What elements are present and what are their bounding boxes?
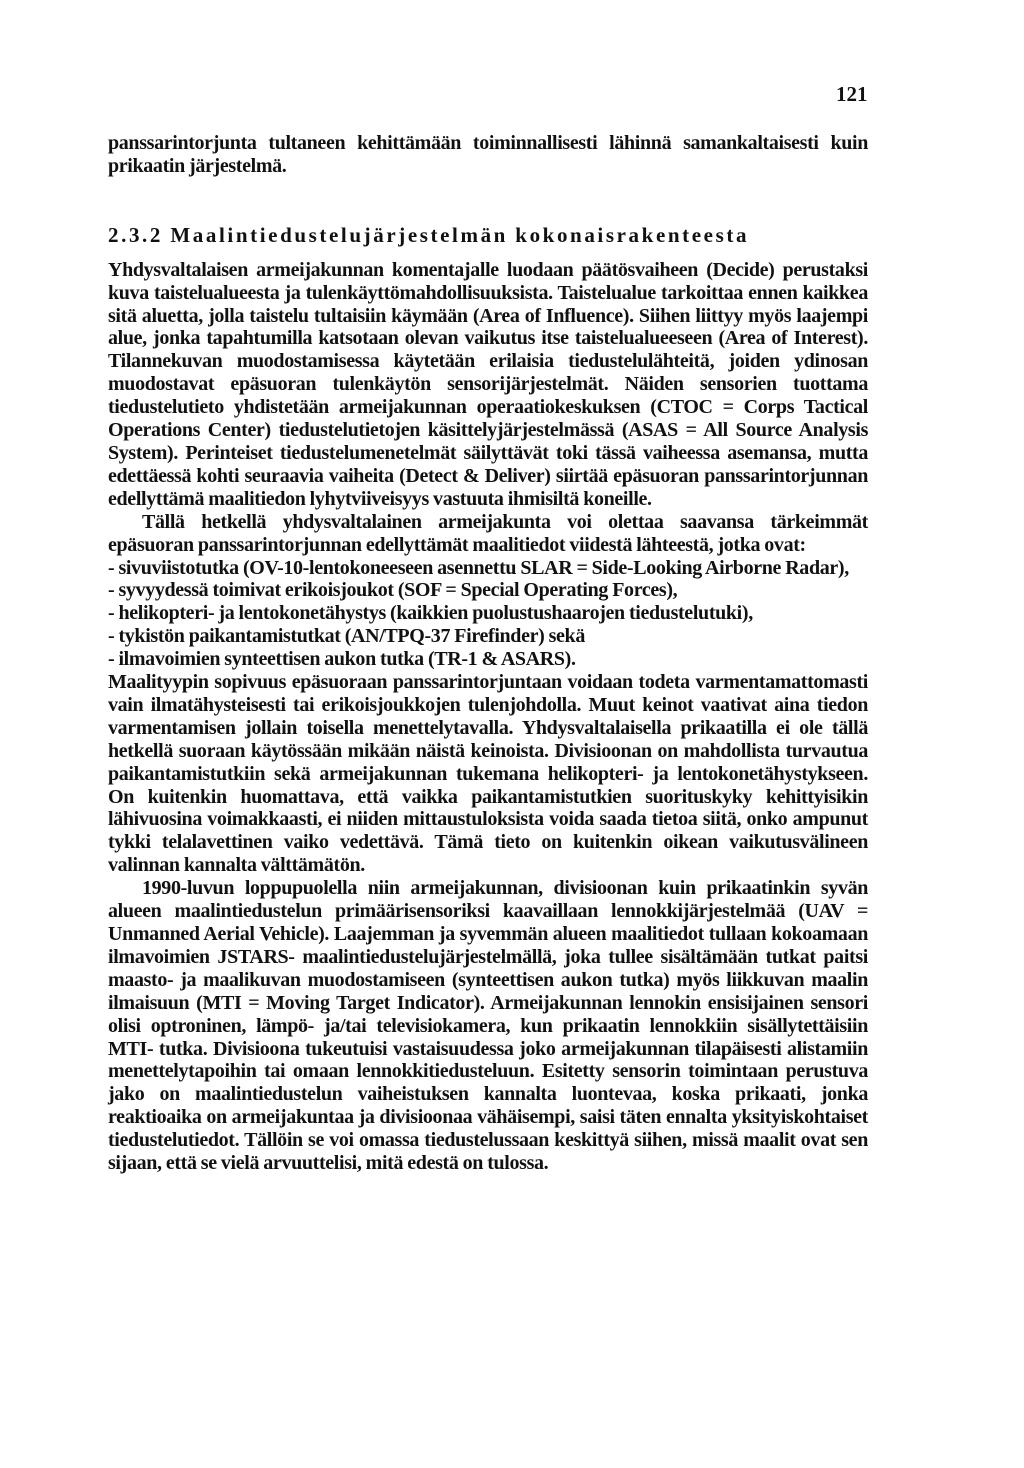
page-content bbox=[108, 132, 868, 1175]
list-item: - ilmavoimien synteettisen aukon tutka (TR-1 & ASARS). bbox=[108, 648, 576, 671]
list-item: - sivuviistotutka (OV-10-lentokoneeseen asennettu SLAR = Side-Looking Airborne Radar), bbox=[108, 556, 849, 579]
list-item: - syvyydessä toimivat erikoisjoukot (SOF = Special Operating Forces), bbox=[108, 579, 678, 602]
paragraph-maalityypin: Maalityypin sopivuus epäsuoraan panssarintorjuntaan voidaan todeta varmentamattomasti vain ilmatähysteisesti tai erikoisjoukkojen tulenjohdolla. Muut keinot vaativat aina tiedon varmentamisen jollain toisella menettelytavalla. Yhdysvaltalaisella prikaatilla ei ole tällä hetkellä suoraan käytössään mikään näistä keinoista. Divisioonan on mahdollista turvautua paikantamistutkiin sekä armeijakunnan tukemana helikopteri- ja lentokonetähystykseen. On kuitenkin huomattava, että vaikka paikantamistutkien suorituskyky kehittyisikin lähivuosina voimakkaasti, ei niiden mittaustuloksista voida saada tietoa siitä, onko ampunut tykki telalavettinen vaiko vedettävä. Tämä tieto on kuitenkin oikean vaikutusvälineen valinnan kannalta välttämätön. bbox=[108, 671, 868, 877]
intro-paragraph: panssarintorjunta tultaneen kehittämään toiminnallisesti lähinnä samankaltaisesti kuin prikaatin järjestelmä. bbox=[108, 132, 868, 177]
page-number: 121 bbox=[836, 82, 868, 106]
list-item: - tykistön paikantamistutkat (AN/TPQ-37 Firefinder) sekä bbox=[108, 625, 585, 648]
paragraph-yhdysvaltalaisen: Yhdysvaltalaisen armeijakunnan komentajalle luodaan päätösvaiheen (Decide) perustaksi kuva taistelualueesta ja tulenkäyttömahdollisuuksista. Taistelualue tarkoittaa ennen kaikkea sitä aluetta, jolla taistelu tultaisiin käymään (Area of Influence). Siihen liittyy myös laajempi alue, jonka tapahtumilla katsotaan olevan vaikutus itse taistelualueeseen (Area of Interest). Tilannekuvan muodostamisessa käytetään erilaisia tiedustelulähteitä, joiden ydinosan muodostavat epäsuoran tulenkäytön sensorijärjestelmät. Näiden sensorien tuottama tiedustelutieto yhdistetään armeijakunnan operaatiokeskuksen (CTOC = Corps Tactical Operations Center) tiedustelutietojen käsittelyjärjestelmässä (ASAS = All Source Analysis System). Perinteiset tiedustelumenetelmät säilyttävät toki tässä vaiheessa asemansa, mutta edettäessä kohti seuraavia vaiheita (Detect & Deliver) siirtää epäsuoran panssarintorjunnan edellyttämä maalitiedon lyhytviiveisyys vastuuta ihmisiltä koneille. bbox=[108, 258, 868, 510]
section-heading: 2.3.2 Maalintiedustelujärjestelmän kokonaisrakenteesta bbox=[108, 222, 750, 247]
list-item: - helikopteri- ja lentokonetähystys (kaikkien puolustushaarojen tiedustelutuki), bbox=[108, 602, 753, 625]
paragraph-1990-luvun: 1990-luvun loppupuolella niin armeijakunnan, divisioonan kuin prikaatinkin syvän alueen maalintiedustelun primäärisensoriksi kaavaillaan lennokkijärjestelmää (UAV = Unmanned Aerial Vehicle). Laajemman ja syvemmän alueen maalitiedot tullaan kokoamaan ilmavoimien JSTARS- maalintiedustelujärjestelmällä, joka tullee sisältämään tutkat paitsi maasto- ja maalikuvan muodostamiseen (synteettisen aukon tutka) myös liikkuvan maalin ilmaisuun (MTI = Moving Target Indicator). Armeijakunnan lennokin ensisijainen sensori olisi optroninen, lämpö- ja/tai televisiokamera, kun prikaatin lennokkiin sisällytettäisiin MTI- tutka. Divisioona tukeutuisi vastaisuudessa joko armeijakunnan tilapäisesti alistamiin menettelytapoihin tai omaan lennokkitiedusteluun. Esitetty sensorin toimintaan perustuva jako on maalintiedustelun vaiheistuksen kannalta luontevaa, koska prikaati, jonka reaktioaika on armeijakuntaa ja divisioonaa vähäisempi, saisi täten ennalta yksityiskohtaiset tiedustelutiedot. Tällöin se voi omassa tiedustelussaan keskittyä siihen, missä maalit ovat sen sijaan, että se vielä arvuuttelisi, mitä edestä on tulossa. bbox=[108, 877, 868, 1175]
paragraph-talla-hetkella: Tällä hetkellä yhdysvaltalainen armeijakunta voi olettaa saavansa tärkeimmät epäsuoran panssarintorjunnan edellyttämät maalitiedot viidestä lähteestä, jotka ovat: bbox=[108, 510, 868, 556]
